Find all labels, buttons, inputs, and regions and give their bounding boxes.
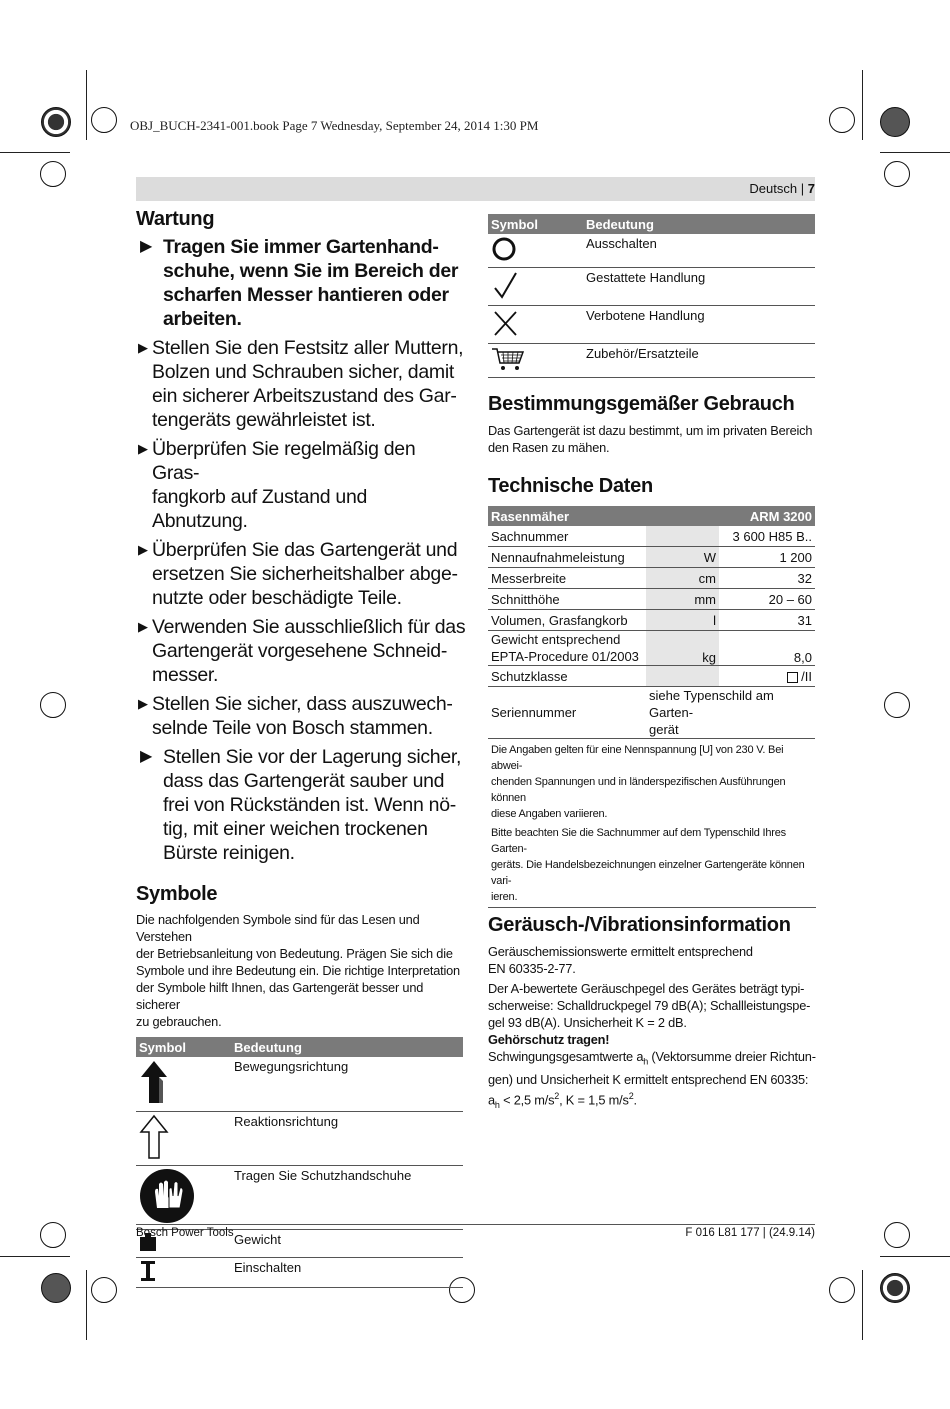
meaning-cell: Gewicht (231, 1229, 463, 1257)
registration-mark-icon (880, 1273, 910, 1303)
crop-line (862, 70, 863, 140)
geraeusch-title: Geräusch-/Vibrationsinformation (488, 914, 791, 936)
page-header (749, 181, 815, 196)
tech-value: 8,0 (719, 631, 815, 666)
bullet-triangle-icon: ▶ (138, 542, 148, 557)
bullet-triangle-icon: ▶ (138, 441, 148, 456)
file-info: OBJ_BUCH-2341-001.book Page 7 Wednesday, September 24, 2014 1:30 PM (130, 118, 539, 133)
meaning-header: Bedeutung (231, 1037, 463, 1057)
table-row (488, 344, 815, 378)
bullet-line: Bürste reinigen. (163, 842, 295, 864)
meaning-cell: Ausschalten (583, 234, 815, 268)
bullet-line: schuhe, wenn Sie im Bereich der (163, 260, 459, 282)
list-item (136, 538, 466, 610)
meaning-cell: Reaktionsrichtung (231, 1111, 463, 1165)
bullet-line: tig, mit einer weichen trockenen (163, 818, 428, 840)
intro-line: der Betriebsanleitung von Bedeutung. Prägen Sie sich die (136, 946, 453, 961)
bullet-line: arbeiten. (163, 308, 242, 330)
check-icon (488, 268, 583, 306)
crosshair-icon (91, 1277, 117, 1303)
crop-line (880, 152, 950, 153)
bullet-line: messer. (152, 664, 219, 686)
crop-line (86, 70, 87, 140)
table-row (136, 1111, 463, 1165)
crosshair-icon (40, 692, 66, 718)
language-label: Deutsch (749, 181, 798, 196)
crosshair-icon (884, 1222, 910, 1248)
bullet-triangle-icon: ▶ (140, 748, 153, 765)
hearing-protection: Gehörschutz tragen! (488, 1032, 610, 1047)
bullet-line: fangkorb auf Zustand und Abnutzung. (152, 486, 368, 532)
table-row (488, 610, 815, 631)
bullet-line: frei von Rückständen ist. Wenn nö- (163, 794, 456, 816)
tech-label: Gewicht entsprechend EPTA-Procedure 01/2003 (488, 631, 646, 666)
list-item (136, 692, 466, 740)
tech-unit: kg (646, 631, 719, 666)
crosshair-icon (40, 161, 66, 187)
gebrauch-title: Bestimmungsgemäßer Gebrauch (488, 393, 795, 415)
table-row (488, 589, 815, 610)
list-item (136, 336, 466, 432)
table-row (488, 547, 815, 568)
list-item (136, 745, 466, 865)
tech-value: 3 600 H85 B.. (719, 526, 815, 547)
crosshair-icon (884, 692, 910, 718)
crop-line (86, 1270, 87, 1340)
meaning-header: Bedeutung (583, 214, 815, 234)
wartung-list (136, 235, 466, 865)
symbole-title: Symbole (136, 883, 218, 905)
crosshair-icon (829, 107, 855, 133)
bullet-line: scharfen Messer hantieren oder (163, 284, 449, 306)
tech-note: Die Angaben gelten für eine Nennspannung [U] von 230 V. Bei abwei- chenden Spannungen und in länderspezifischen Ausführungen können diese Angaben variieren. (491, 744, 786, 820)
tech-label: Volumen, Grasfangkorb (488, 610, 646, 631)
footer-left: Bosch Power Tools (136, 1227, 234, 1239)
meaning-cell: Gestattete Handlung (583, 268, 815, 306)
tech-unit (646, 526, 719, 547)
tech-note: Bitte beachten Sie die Sachnummer auf dem Typenschild Ihres Garten- geräts. Die Handelsbezeichnungen einzelner Gartengeräte können vari- ieren. (491, 827, 805, 903)
bullet-line: Stellen Sie sicher, dass auszuwech- (152, 693, 453, 715)
crosshair-icon (91, 107, 117, 133)
meaning-cell: Einschalten (231, 1257, 463, 1287)
registration-mark-icon (41, 1273, 71, 1303)
tech-value: /II (719, 666, 815, 687)
bullet-line: Tragen Sie immer Gartenhand- (163, 236, 439, 258)
meaning-cell: Verbotene Handlung (583, 306, 815, 344)
table-row (488, 666, 815, 687)
tech-value: 31 (719, 610, 815, 631)
symbol-table-2 (488, 214, 815, 378)
bullet-triangle-icon: ▶ (138, 696, 148, 711)
vibration-line-2: gen) und Unsicherheit K ermittelt entsprechend EN 60335: (488, 1071, 809, 1087)
bullet-line: dass das Gartengerät sauber und (163, 770, 445, 792)
list-item (136, 615, 466, 687)
footer-right: F 016 L81 177 | (24.9.14) (685, 1227, 815, 1239)
crosshair-icon (40, 1222, 66, 1248)
header-band (136, 177, 815, 201)
noise-line: gel 93 dB(A). Unsicherheit K = 2 dB. (488, 1015, 687, 1030)
wartung-title: Wartung (136, 208, 215, 230)
crop-line (880, 1256, 950, 1257)
crosshair-icon (829, 1277, 855, 1303)
bullet-triangle-icon: ▶ (138, 340, 148, 355)
bullet-line: Überprüfen Sie regelmäßig den Gras- (152, 438, 416, 484)
bullet-line: Stellen Sie vor der Lagerung sicher, (163, 746, 462, 768)
left-column (136, 208, 466, 1288)
protection-class-icon (787, 672, 798, 683)
gebrauch-line: Das Gartengerät ist dazu bestimmt, um im privaten Bereich (488, 423, 813, 438)
bullet-line: nutzte oder beschädigte Teile. (152, 587, 402, 609)
reaction-direction-arrow-icon (136, 1111, 231, 1165)
symbol-header: Symbol (488, 214, 583, 234)
bullet-line: Verwenden Sie ausschließlich für das (152, 616, 466, 638)
tech-unit: cm (646, 568, 719, 589)
crop-line (0, 152, 70, 153)
tech-label: Sachnummer (488, 526, 646, 547)
tech-unit (646, 666, 719, 687)
tech-unit: l (646, 610, 719, 631)
table-row (488, 526, 815, 547)
meaning-cell: Zubehör/Ersatzteile (583, 344, 815, 378)
registration-mark-icon (41, 107, 71, 137)
noise-line: EN 60335-2-77. (488, 961, 576, 976)
cross-icon (488, 306, 583, 344)
crosshair-icon (884, 161, 910, 187)
vibration-line-3: $a_h < 2,5$ $m/s^2$, K = 1,5 $m/s^2$. (488, 1090, 637, 1110)
tech-unit: W (646, 547, 719, 568)
bullet-line: tengeräts gewährleistet ist. (152, 409, 376, 431)
geraeusch-text (488, 943, 816, 1113)
meaning-cell: Tragen Sie Schutzhandschuhe (231, 1165, 463, 1229)
crop-line (862, 1270, 863, 1340)
intro-line: Symbole und ihre Bedeutung ein. Die richtige Interpretation (136, 963, 460, 978)
table-row (136, 1257, 463, 1287)
noise-line: Der A-bewertete Geräuschpegel des Gerätes beträgt typi- (488, 981, 805, 996)
table-row (136, 1165, 463, 1229)
meaning-cell: Bewegungsrichtung (231, 1057, 463, 1111)
table-row (488, 568, 815, 589)
bullet-line: selnde Teile von Bosch stammen. (152, 717, 433, 739)
table-row (488, 687, 815, 739)
tech-label: Messerbreite (488, 568, 646, 589)
bullet-line: ersetzen Sie sicherheitshalber abge- (152, 563, 458, 585)
symbol-header: Symbol (136, 1037, 231, 1057)
bullet-triangle-icon: ▶ (140, 238, 153, 255)
gloves-icon (136, 1165, 231, 1229)
intro-line: der Symbole hilft Ihnen, das Gartengerät besser und sicherer (136, 980, 424, 1012)
shopping-cart-icon (488, 344, 583, 378)
bullet-line: Überprüfen Sie das Gartengerät und (152, 539, 458, 561)
movement-direction-arrow-icon (136, 1057, 231, 1111)
tech-label: Schnitthöhe (488, 589, 646, 610)
symbole-intro (136, 911, 466, 1030)
intro-line: zu gebrauchen. (136, 1014, 222, 1029)
table-row (488, 268, 815, 306)
tech-label: Schutzklasse (488, 666, 646, 687)
tech-header-label: Rasenmäher (488, 506, 646, 526)
tech-label: Seriennummer (488, 687, 646, 739)
crop-line (0, 1256, 70, 1257)
noise-line: Geräuschemissionswerte ermittelt entsprechend (488, 944, 753, 959)
list-item (136, 437, 466, 533)
technische-title: Technische Daten (488, 475, 653, 497)
tech-value: 32 (719, 568, 815, 589)
list-item (136, 235, 466, 331)
gebrauch-line: den Rasen zu mähen. (488, 440, 610, 455)
registration-mark-icon (880, 107, 910, 137)
table-row (136, 1057, 463, 1111)
table-row (488, 234, 815, 268)
table-row (488, 631, 815, 666)
power-off-icon (488, 234, 583, 268)
tech-notes (488, 739, 816, 908)
right-column (488, 214, 816, 1113)
tech-value: 20 – 60 (719, 589, 815, 610)
tech-data-table (488, 506, 815, 739)
tech-value: 1 200 (719, 547, 815, 568)
footer-rule (136, 1224, 815, 1225)
vibration-line-1: Schwingungsgesamtwerte $a_h$ (Vektorsumme dreier Richtun- (488, 1049, 816, 1067)
bullet-line: Stellen Sie den Festsitz aller Muttern, (152, 337, 464, 359)
tech-unit: mm (646, 589, 719, 610)
tech-header-model: ARM 3200 (719, 506, 815, 526)
bullet-line: ein sicherer Arbeitszustand des Gar- (152, 385, 457, 407)
page-number: 7 (807, 181, 815, 196)
bullet-line: Bolzen und Schrauben sicher, damit (152, 361, 454, 383)
symbol-table-1 (136, 1037, 463, 1288)
table-row (488, 306, 815, 344)
noise-line: scherweise: Schalldruckpegel 79 dB(A); Schallleistungspe- (488, 998, 811, 1013)
tech-unit: siehe Typenschild am Garten- gerät (646, 687, 815, 739)
intro-line: Die nachfolgenden Symbole sind für das Lesen und Verstehen (136, 912, 420, 944)
power-on-icon (136, 1257, 231, 1287)
bullet-line: Gartengerät vorgesehene Schneid- (152, 640, 448, 662)
tech-label: Nennaufnahmeleistung (488, 547, 646, 568)
gebrauch-text (488, 422, 816, 456)
separator: | (800, 181, 805, 196)
bullet-triangle-icon: ▶ (138, 619, 148, 634)
